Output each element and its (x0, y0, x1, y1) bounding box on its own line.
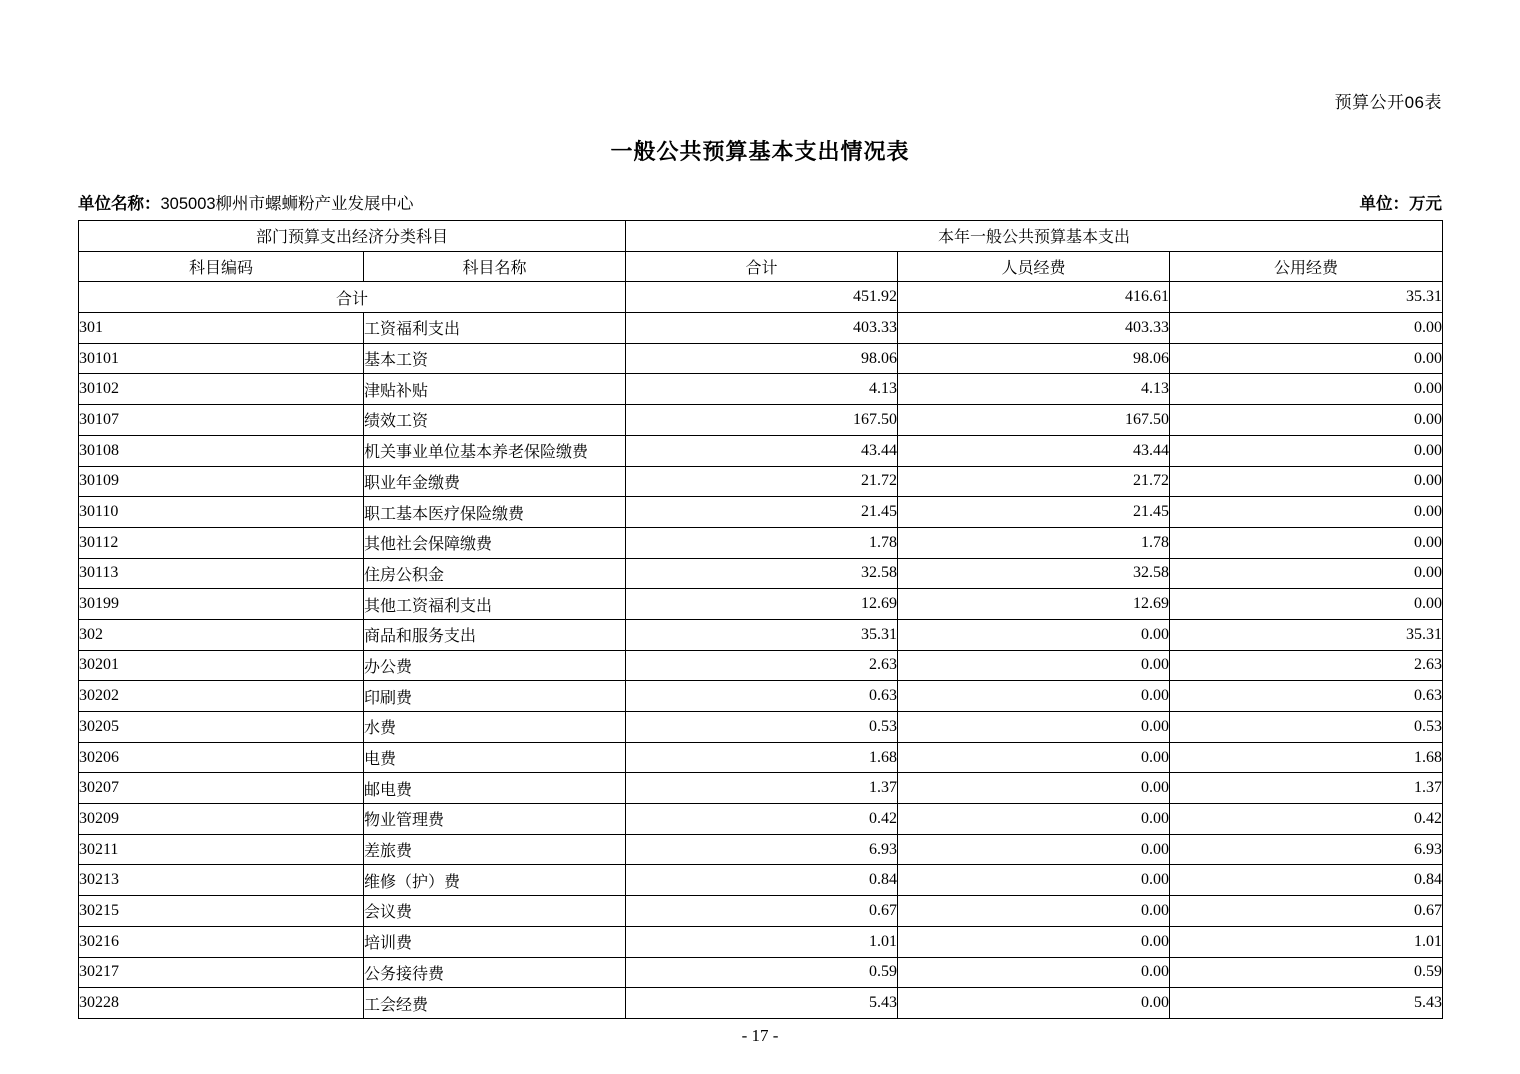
row-name: 绩效工资 (364, 405, 626, 436)
row-public: 0.53 (1170, 712, 1443, 743)
row-personnel: 12.69 (898, 589, 1170, 620)
row-code: 30109 (79, 466, 364, 497)
table-row (79, 773, 1443, 804)
row-public: 0.00 (1170, 435, 1443, 466)
row-public: 0.67 (1170, 896, 1443, 927)
table-row (79, 712, 1443, 743)
table-row (79, 742, 1443, 773)
row-public: 0.00 (1170, 313, 1443, 344)
row-personnel: 0.00 (898, 712, 1170, 743)
row-personnel: 0.00 (898, 804, 1170, 835)
column-header-name: 科目名称 (364, 251, 626, 282)
table-row (79, 435, 1443, 466)
row-name: 办公费 (364, 650, 626, 681)
row-public: 0.00 (1170, 589, 1443, 620)
group-header-left: 部门预算支出经济分类科目 (79, 221, 626, 252)
row-name: 物业管理费 (364, 804, 626, 835)
table-body (79, 282, 1443, 1019)
row-total: 0.42 (626, 804, 898, 835)
table-row (79, 834, 1443, 865)
row-total: 1.01 (626, 926, 898, 957)
row-code: 30205 (79, 712, 364, 743)
amount-unit: 单位：万元 (1359, 195, 1442, 213)
row-name: 其他工资福利支出 (364, 589, 626, 620)
form-tag: 预算公开06表 (1334, 93, 1442, 112)
table-group-header-row (79, 221, 1443, 252)
row-total: 1.37 (626, 773, 898, 804)
table-row (79, 865, 1443, 896)
unit-name-value: 305003柳州市螺蛳粉产业发展中心 (160, 195, 414, 213)
row-name: 住房公积金 (364, 558, 626, 589)
row-total: 12.69 (626, 589, 898, 620)
row-personnel: 0.00 (898, 834, 1170, 865)
row-personnel: 0.00 (898, 773, 1170, 804)
column-header-public: 公用经费 (1170, 251, 1443, 282)
row-total: 35.31 (626, 619, 898, 650)
total-row-label: 合计 (79, 282, 626, 313)
row-name: 工资福利支出 (364, 313, 626, 344)
row-total: 21.72 (626, 466, 898, 497)
row-total: 1.68 (626, 742, 898, 773)
row-code: 301 (79, 313, 364, 344)
row-total: 1.78 (626, 527, 898, 558)
row-total: 167.50 (626, 405, 898, 436)
row-personnel: 1.78 (898, 527, 1170, 558)
row-name: 印刷费 (364, 681, 626, 712)
row-public: 1.37 (1170, 773, 1443, 804)
row-personnel: 0.00 (898, 619, 1170, 650)
row-personnel: 0.00 (898, 957, 1170, 988)
row-name: 机关事业单位基本养老保险缴费 (364, 435, 626, 466)
total-row-total: 451.92 (626, 282, 898, 313)
unit-name (78, 190, 414, 214)
total-row-public: 35.31 (1170, 282, 1443, 313)
column-header-personnel: 人员经费 (898, 251, 1170, 282)
row-total: 2.63 (626, 650, 898, 681)
row-total: 43.44 (626, 435, 898, 466)
table-row (79, 681, 1443, 712)
unit-name-label: 单位名称： (78, 195, 161, 213)
row-total: 6.93 (626, 834, 898, 865)
column-header-total: 合计 (626, 251, 898, 282)
row-total: 98.06 (626, 343, 898, 374)
page-title: 一般公共预算基本支出情况表 (610, 139, 910, 164)
table-row (79, 558, 1443, 589)
row-public: 0.00 (1170, 527, 1443, 558)
row-code: 30101 (79, 343, 364, 374)
row-personnel: 0.00 (898, 988, 1170, 1019)
row-total: 5.43 (626, 988, 898, 1019)
row-name: 公务接待费 (364, 957, 626, 988)
column-header-code: 科目编码 (79, 251, 364, 282)
table-row (79, 650, 1443, 681)
table-row (79, 804, 1443, 835)
row-code: 30209 (79, 804, 364, 835)
row-personnel: 0.00 (898, 896, 1170, 927)
row-public: 6.93 (1170, 834, 1443, 865)
row-name: 邮电费 (364, 773, 626, 804)
row-name: 基本工资 (364, 343, 626, 374)
row-personnel: 0.00 (898, 681, 1170, 712)
row-personnel: 43.44 (898, 435, 1170, 466)
row-total: 0.63 (626, 681, 898, 712)
row-personnel: 4.13 (898, 374, 1170, 405)
table-row (79, 988, 1443, 1019)
table-row (79, 497, 1443, 528)
page-number: - 17 - (741, 1026, 779, 1045)
table-row (79, 896, 1443, 927)
table-row (79, 405, 1443, 436)
table-row (79, 466, 1443, 497)
budget-table (78, 220, 1443, 1019)
row-personnel: 167.50 (898, 405, 1170, 436)
row-public: 0.00 (1170, 497, 1443, 528)
row-personnel: 403.33 (898, 313, 1170, 344)
meta-row (78, 190, 1442, 214)
row-code: 30201 (79, 650, 364, 681)
row-code: 30102 (79, 374, 364, 405)
row-total: 403.33 (626, 313, 898, 344)
row-total: 0.84 (626, 865, 898, 896)
table-row (79, 527, 1443, 558)
row-total: 4.13 (626, 374, 898, 405)
row-personnel: 98.06 (898, 343, 1170, 374)
row-total: 0.67 (626, 896, 898, 927)
row-personnel: 0.00 (898, 865, 1170, 896)
row-total: 21.45 (626, 497, 898, 528)
table-row (79, 343, 1443, 374)
row-name: 差旅费 (364, 834, 626, 865)
row-public: 0.59 (1170, 957, 1443, 988)
row-public: 0.00 (1170, 343, 1443, 374)
row-name: 电费 (364, 742, 626, 773)
table-row (79, 957, 1443, 988)
row-total: 32.58 (626, 558, 898, 589)
row-name: 职工基本医疗保险缴费 (364, 497, 626, 528)
row-name: 会议费 (364, 896, 626, 927)
row-personnel: 21.45 (898, 497, 1170, 528)
row-personnel: 0.00 (898, 742, 1170, 773)
table-row (79, 589, 1443, 620)
row-code: 30202 (79, 681, 364, 712)
row-code: 30199 (79, 589, 364, 620)
table-column-header-row (79, 251, 1443, 282)
row-public: 0.42 (1170, 804, 1443, 835)
row-public: 1.68 (1170, 742, 1443, 773)
row-code: 30107 (79, 405, 364, 436)
group-header-right: 本年一般公共预算基本支出 (626, 221, 1443, 252)
row-code: 30206 (79, 742, 364, 773)
row-code: 30213 (79, 865, 364, 896)
row-public: 0.63 (1170, 681, 1443, 712)
row-code: 302 (79, 619, 364, 650)
row-name: 职业年金缴费 (364, 466, 626, 497)
table-row (79, 926, 1443, 957)
row-code: 30228 (79, 988, 364, 1019)
row-total: 0.53 (626, 712, 898, 743)
row-name: 工会经费 (364, 988, 626, 1019)
total-row-personnel: 416.61 (898, 282, 1170, 313)
row-code: 30211 (79, 834, 364, 865)
row-code: 30215 (79, 896, 364, 927)
row-public: 5.43 (1170, 988, 1443, 1019)
row-public: 0.00 (1170, 405, 1443, 436)
row-name: 其他社会保障缴费 (364, 527, 626, 558)
row-name: 津贴补贴 (364, 374, 626, 405)
row-personnel: 0.00 (898, 650, 1170, 681)
row-name: 培训费 (364, 926, 626, 957)
row-name: 商品和服务支出 (364, 619, 626, 650)
row-code: 30112 (79, 527, 364, 558)
row-public: 0.84 (1170, 865, 1443, 896)
row-public: 35.31 (1170, 619, 1443, 650)
row-total: 0.59 (626, 957, 898, 988)
row-personnel: 32.58 (898, 558, 1170, 589)
row-code: 30216 (79, 926, 364, 957)
row-name: 维修（护）费 (364, 865, 626, 896)
row-code: 30110 (79, 497, 364, 528)
table-row (79, 374, 1443, 405)
row-public: 2.63 (1170, 650, 1443, 681)
row-name: 水费 (364, 712, 626, 743)
row-code: 30207 (79, 773, 364, 804)
row-personnel: 0.00 (898, 926, 1170, 957)
row-public: 0.00 (1170, 466, 1443, 497)
row-code: 30108 (79, 435, 364, 466)
row-personnel: 21.72 (898, 466, 1170, 497)
table-row (79, 313, 1443, 344)
row-public: 0.00 (1170, 558, 1443, 589)
row-public: 1.01 (1170, 926, 1443, 957)
table-total-row (79, 282, 1443, 313)
row-code: 30217 (79, 957, 364, 988)
row-code: 30113 (79, 558, 364, 589)
table-row (79, 619, 1443, 650)
row-public: 0.00 (1170, 374, 1443, 405)
